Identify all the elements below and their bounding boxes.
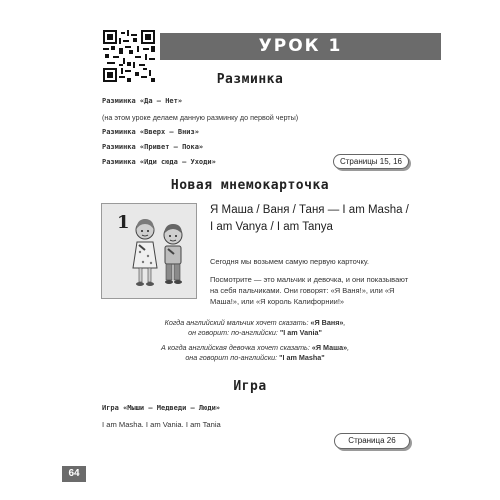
game-name: Игра «Мыши — Медведи — Люди» (102, 404, 221, 412)
warmup-item-up-down: Разминка «Вверх — Вниз» (102, 128, 199, 136)
warmup-pages-badge: Страницы 15, 16 (333, 154, 409, 169)
mnemocard-title: Я Маша / Ваня / Таня — I am Masha / I am Vanya / I am Tanya (210, 204, 409, 233)
warmup-item-yes-no: Разминка «Да — Нет» (102, 97, 183, 105)
page-number: 64 (68, 468, 80, 479)
boy-quote: Когда английский мальчик хочет сказать: «Я Ваня», он говорит: по-английски: "I am Vania" (164, 318, 346, 337)
lesson-title: УРОК 1 (258, 36, 343, 56)
warmup-note: (на этом уроке делаем данную разминку до первой черты) (102, 113, 299, 122)
warmup-item-come-go: Разминка «Иди сюда — Уходи» (102, 158, 216, 166)
girl-quote: А когда английская девочка хочет сказать: «Я Маша», она говорит по-английски: "I am Masha" (160, 343, 350, 362)
warmup-heading: Разминка (216, 72, 284, 87)
game-phrase: I am Masha. I am Vania. I am Tania (102, 420, 221, 429)
mnemocard-description: Посмотрите — это мальчик и девочка, и они показывают на себя пальчиками. Они говорят: «Я Ваня!», или «Я Маша!», или «Я король Калифорнии!» (210, 275, 409, 306)
game-pages-badge: Страница 26 (334, 433, 410, 449)
mnemocard-intro: Сегодня мы возьмем самую первую карточку. (210, 257, 369, 266)
mnemocard-heading: Новая мнемокарточка (170, 178, 330, 193)
mnemocard-number: 1 (117, 212, 130, 233)
warmup-item-hello-bye: Разминка «Привет — Пока» (102, 143, 204, 151)
children-illustration (128, 210, 190, 292)
game-heading: Игра (233, 379, 267, 394)
